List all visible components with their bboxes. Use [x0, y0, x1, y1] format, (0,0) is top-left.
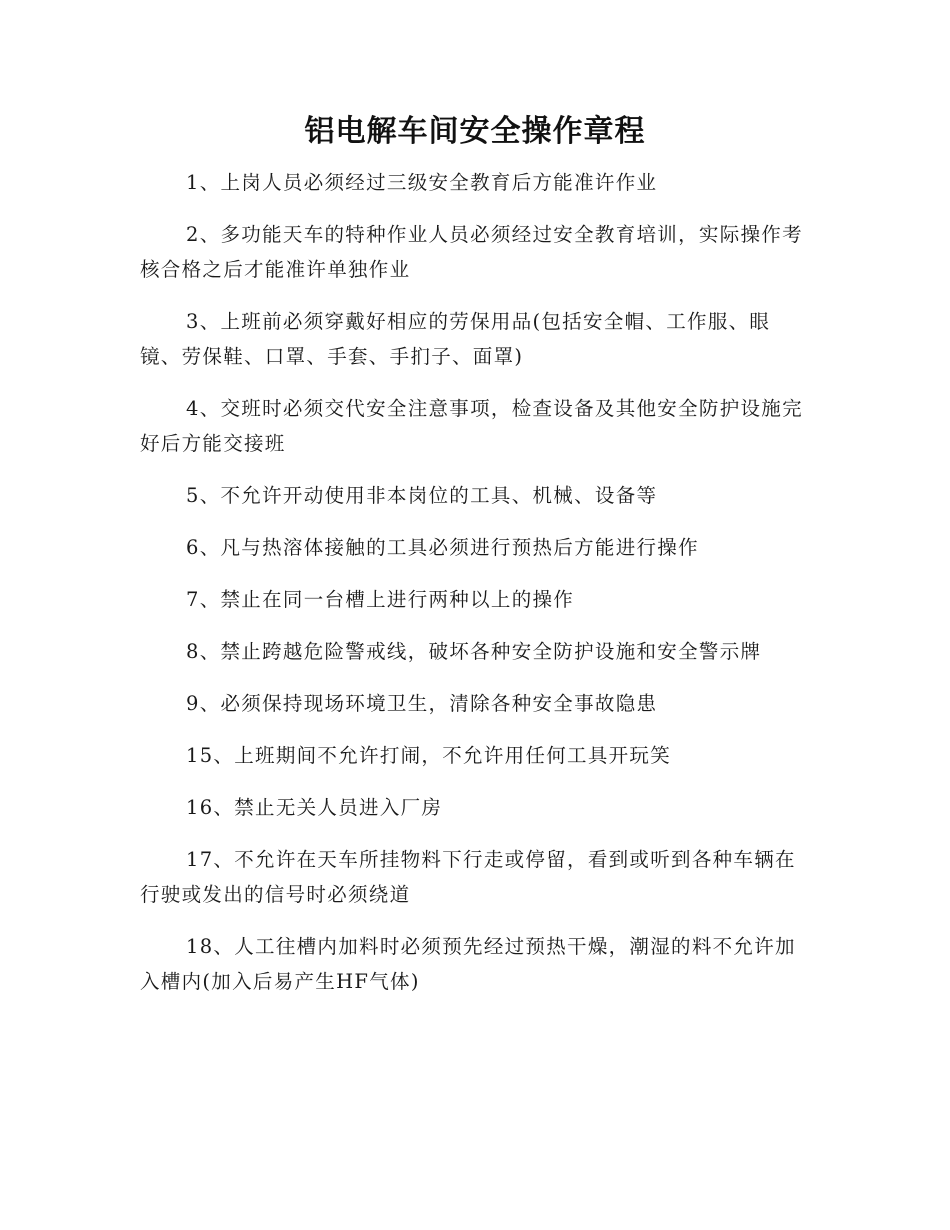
rule-paragraph-17: 17、不允许在天车所挂物料下行走或停留，看到或听到各种车辆在行驶或发出的信号时必须绕道: [140, 848, 796, 906]
rule-paragraph-3: 3、上班前必须穿戴好相应的劳保用品(包括安全帽、工作服、眼镜、劳保鞋、口罩、手套、手扪子、面罩): [140, 310, 771, 368]
rule-paragraph-4: 4、交班时必须交代安全注意事项，检查设备及其他安全防护设施完好后方能交接班: [140, 397, 803, 455]
rule-paragraph-16: 16、禁止无关人员进入厂房: [186, 796, 443, 819]
rule-paragraph-6: 6、凡与热溶体接触的工具必须进行预热后方能进行操作: [186, 536, 699, 559]
document-body: [140, 165, 808, 1016]
document-title: 铝电解车间安全操作章程: [304, 114, 646, 149]
rule-paragraph-8: 8、禁止跨越危险警戒线，破坏各种安全防护设施和安全警示牌: [186, 640, 762, 663]
rule-paragraph-5: 5、不允许开动使用非本岗位的工具、机械、设备等: [186, 484, 658, 507]
rule-paragraph-15: 15、上班期间不允许打闹，不允许用任何工具开玩笑: [186, 744, 672, 767]
rule-paragraph-2: 2、多功能天车的特种作业人员必须经过安全教育培训，实际操作考核合格之后才能准许单独作业: [140, 223, 803, 281]
rule-paragraph-9: 9、必须保持现场环境卫生，清除各种安全事故隐患: [186, 692, 658, 715]
rule-paragraph-18: 18、人工往槽内加料时必须预先经过预热干燥，潮湿的料不允许加入槽内(加入后易产生HF气体): [140, 935, 796, 993]
rule-paragraph-1: 1、上岗人员必须经过三级安全教育后方能准许作业: [186, 171, 658, 194]
rule-paragraph-7: 7、禁止在同一台槽上进行两种以上的操作: [186, 588, 575, 611]
